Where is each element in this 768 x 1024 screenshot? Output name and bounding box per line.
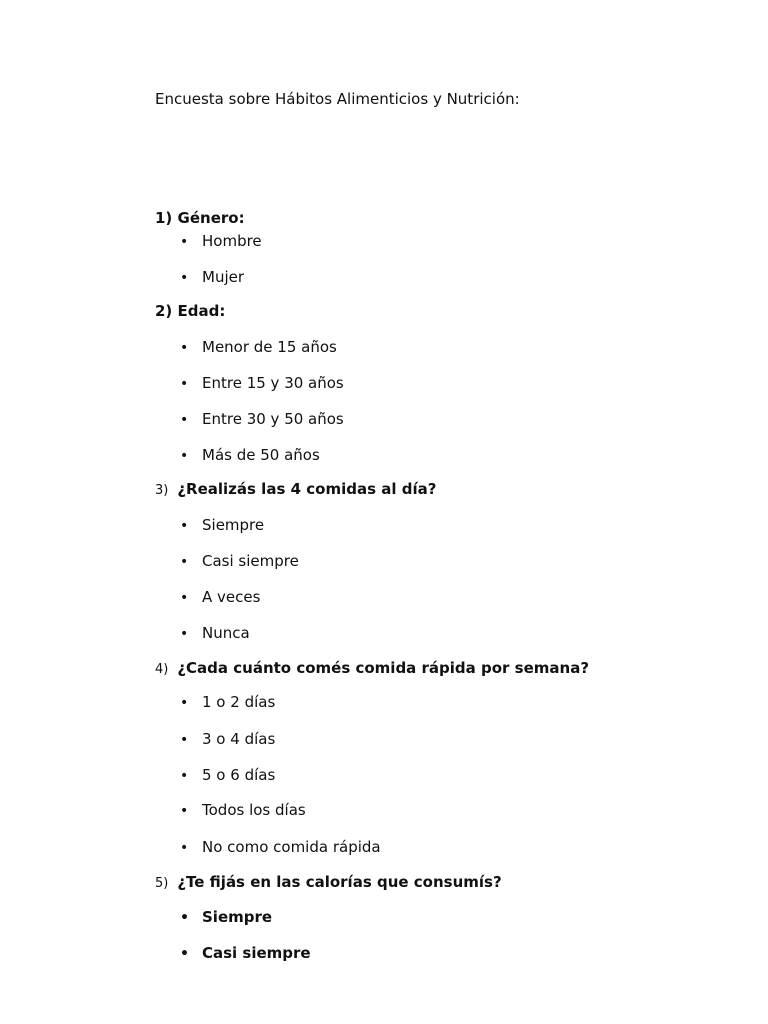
bullet-icon: • — [180, 910, 189, 926]
question-3-option-1 — [180, 516, 264, 534]
question-3-label: ¿Realizás las 4 comidas al día? — [177, 480, 437, 498]
question-3-option-2 — [180, 552, 299, 570]
question-4-option-3 — [180, 766, 275, 784]
option-label: Más de 50 años — [202, 446, 320, 464]
question-4-number: 4) — [155, 662, 169, 677]
question-2-heading — [155, 302, 225, 320]
option-label: Entre 15 y 30 años — [202, 374, 344, 392]
option-label: No como comida rápida — [202, 838, 381, 856]
question-4-label: ¿Cada cuánto comés comida rápida por semana? — [177, 659, 590, 677]
bullet-icon: • — [180, 554, 189, 570]
question-1-option-1 — [180, 232, 262, 250]
question-5-heading — [155, 873, 502, 891]
document-title: Encuesta sobre Hábitos Alimenticios y Nutrición: — [155, 90, 520, 108]
bullet-icon: • — [180, 626, 189, 642]
option-label: Siempre — [202, 908, 273, 926]
bullet-icon: • — [180, 518, 189, 534]
question-4-heading — [155, 659, 589, 677]
question-1-option-2 — [180, 268, 244, 286]
question-5-option-1 — [180, 908, 272, 926]
option-label: A veces — [202, 588, 261, 606]
bullet-icon: • — [180, 376, 189, 392]
option-label: Menor de 15 años — [202, 338, 337, 356]
question-5-option-2 — [180, 944, 311, 962]
question-4-option-1 — [180, 693, 275, 711]
option-label: 5 o 6 días — [202, 766, 276, 784]
option-label: 3 o 4 días — [202, 730, 276, 748]
question-4-option-5 — [180, 838, 381, 856]
question-5-label: ¿Te fijás en las calorías que consumís? — [177, 873, 502, 891]
question-1-number: 1) — [155, 209, 173, 227]
option-label: Entre 30 y 50 años — [202, 410, 344, 428]
question-2-option-3 — [180, 410, 344, 428]
bullet-icon: • — [180, 270, 189, 286]
question-2-option-1 — [180, 338, 337, 356]
option-label: Casi siempre — [202, 944, 311, 962]
bullet-icon: • — [180, 590, 189, 606]
option-label: Mujer — [202, 268, 245, 286]
bullet-icon: • — [180, 946, 189, 962]
option-label: Nunca — [202, 624, 250, 642]
question-1-heading — [155, 209, 245, 227]
option-label: Casi siempre — [202, 552, 299, 570]
question-2-number: 2) — [155, 302, 173, 320]
bullet-icon: • — [180, 840, 189, 856]
bullet-icon: • — [180, 803, 189, 819]
question-4-option-2 — [180, 730, 275, 748]
bullet-icon: • — [180, 448, 189, 464]
option-label: Todos los días — [202, 801, 306, 819]
option-label: 1 o 2 días — [202, 693, 276, 711]
question-4-option-4 — [180, 801, 306, 819]
bullet-icon: • — [180, 412, 189, 428]
question-3-heading — [155, 480, 436, 498]
bullet-icon: • — [180, 234, 189, 250]
bullet-icon: • — [180, 340, 189, 356]
question-1-label: Género: — [177, 209, 245, 227]
option-label: Hombre — [202, 232, 262, 250]
bullet-icon: • — [180, 768, 189, 784]
question-2-option-4 — [180, 446, 320, 464]
option-label: Siempre — [202, 516, 265, 534]
question-3-option-3 — [180, 588, 260, 606]
question-2-label: Edad: — [177, 302, 226, 320]
question-5-number: 5) — [155, 876, 169, 891]
question-3-option-4 — [180, 624, 250, 642]
bullet-icon: • — [180, 732, 189, 748]
question-2-option-2 — [180, 374, 344, 392]
bullet-icon: • — [180, 695, 189, 711]
question-3-number: 3) — [155, 483, 169, 498]
